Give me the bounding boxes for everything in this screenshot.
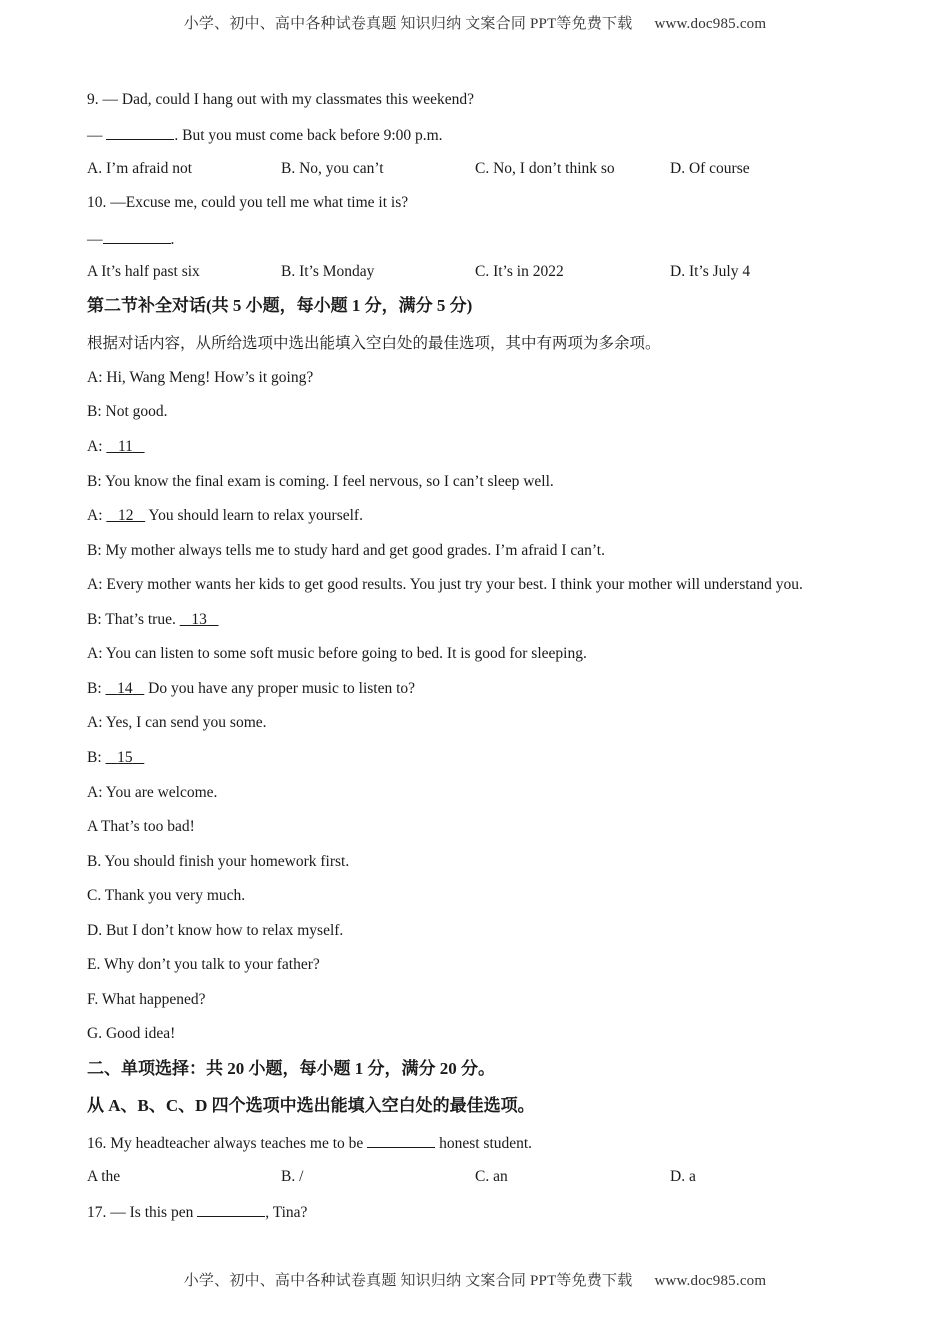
choice-e: E. Why don’t you talk to your father? <box>87 956 320 973</box>
blank-12: 12 <box>118 507 134 524</box>
answer-blank <box>197 1201 265 1217</box>
part-2-title: 二、单项选择：共 20 小题，每小题 1 分，满分 20 分。 <box>87 1059 495 1078</box>
choice-d: D. But I don’t know how to relax myself. <box>87 922 344 939</box>
choice-a: A That’s too bad! <box>87 818 195 835</box>
question-10-answer-line: — . <box>87 228 174 250</box>
page-footer <box>0 1269 950 1290</box>
section-2-instruction: 根据对话内容，从所给选项中选出能填入空白处的最佳选项，其中有两项为多余项。 <box>87 335 661 352</box>
q16-option-c: C. an <box>475 1168 508 1185</box>
blank-14: 14 <box>117 680 133 697</box>
choice-f: F. What happened? <box>87 991 206 1008</box>
section-2-title: 第二节补全对话(共 5 小题，每小题 1 分，满分 5 分) <box>87 296 473 315</box>
answer-blank <box>103 228 171 244</box>
q10-option-a: A It’s half past six <box>87 263 200 280</box>
dialogue-line-4: B: You know the final exam is coming. I feel nervous, so I can’t sleep well. <box>87 473 554 490</box>
q16-option-b: B. / <box>281 1168 304 1185</box>
blank-11: 11 <box>118 438 133 455</box>
choice-c: C. Thank you very much. <box>87 887 246 904</box>
choice-b: B. You should finish your homework first. <box>87 853 350 870</box>
header-site-link[interactable]: www.doc985.com <box>654 16 767 32</box>
dialogue-line-5: A: 12 You should learn to relax yourself. <box>87 507 363 524</box>
q16-option-a: A the <box>87 1168 121 1185</box>
dialogue-line-11: A: Yes, I can send you some. <box>87 714 267 731</box>
dialogue-line-1: A: Hi, Wang Meng! How’s it going? <box>87 369 314 386</box>
answer-blank <box>106 124 174 140</box>
choice-g: G. Good idea! <box>87 1025 176 1042</box>
q10-option-b: B. It’s Monday <box>281 263 375 280</box>
dialogue-line-9: A: You can listen to some soft music before going to bed. It is good for sleeping. <box>87 645 587 662</box>
q10-option-c: C. It’s in 2022 <box>475 263 564 280</box>
dialogue-line-10: B: 14 Do you have any proper music to listen to? <box>87 680 416 697</box>
q16-option-d: D. a <box>670 1168 696 1185</box>
blank-15: 15 <box>117 749 133 766</box>
q9-option-a: A. I’m afraid not <box>87 160 193 177</box>
footer-text: 小学、初中、高中各种试卷真题 知识归纳 文案合同 PPT等免费下载 <box>183 1273 633 1289</box>
q10-option-d: D. It’s July 4 <box>670 263 751 280</box>
dialogue-line-13: A: You are welcome. <box>87 784 218 801</box>
dialogue-line-6: B: My mother always tells me to study hard and get good grades. I’m afraid I can’t. <box>87 542 605 559</box>
q9-option-c: C. No, I don’t think so <box>475 160 615 177</box>
dialogue-line-3: A: 11 <box>87 437 145 457</box>
question-17-stem: 17. — Is this pen , Tina? <box>87 1201 307 1223</box>
question-9-answer-line: — . But you must come back before 9:00 p.m. <box>87 124 443 146</box>
dialogue-line-2: B: Not good. <box>87 403 168 420</box>
part-2-instruction: 从 A、B、C、D 四个选项中选出能填入空白处的最佳选项。 <box>87 1096 535 1115</box>
q9-option-b: B. No, you can’t <box>281 160 384 177</box>
question-16-stem: 16. My headteacher always teaches me to be honest student. <box>87 1132 532 1154</box>
question-9-stem: 9. — Dad, could I hang out with my classmates this weekend? <box>87 91 474 108</box>
blank-13: 13 <box>191 611 207 628</box>
dialogue-line-8: B: That’s true. 13 <box>87 610 218 630</box>
question-10-stem: 10. —Excuse me, could you tell me what time it is? <box>87 194 409 211</box>
footer-site-link[interactable]: www.doc985.com <box>654 1273 767 1289</box>
header-text: 小学、初中、高中各种试卷真题 知识归纳 文案合同 PPT等免费下载 <box>183 16 633 32</box>
dialogue-line-12: B: 15 <box>87 748 144 768</box>
q9-option-d: D. Of course <box>670 160 750 177</box>
dialogue-line-7: A: Every mother wants her kids to get good results. You just try your best. I think your mother will understand you. <box>87 576 803 593</box>
page-header <box>0 12 950 33</box>
answer-blank <box>367 1132 435 1148</box>
